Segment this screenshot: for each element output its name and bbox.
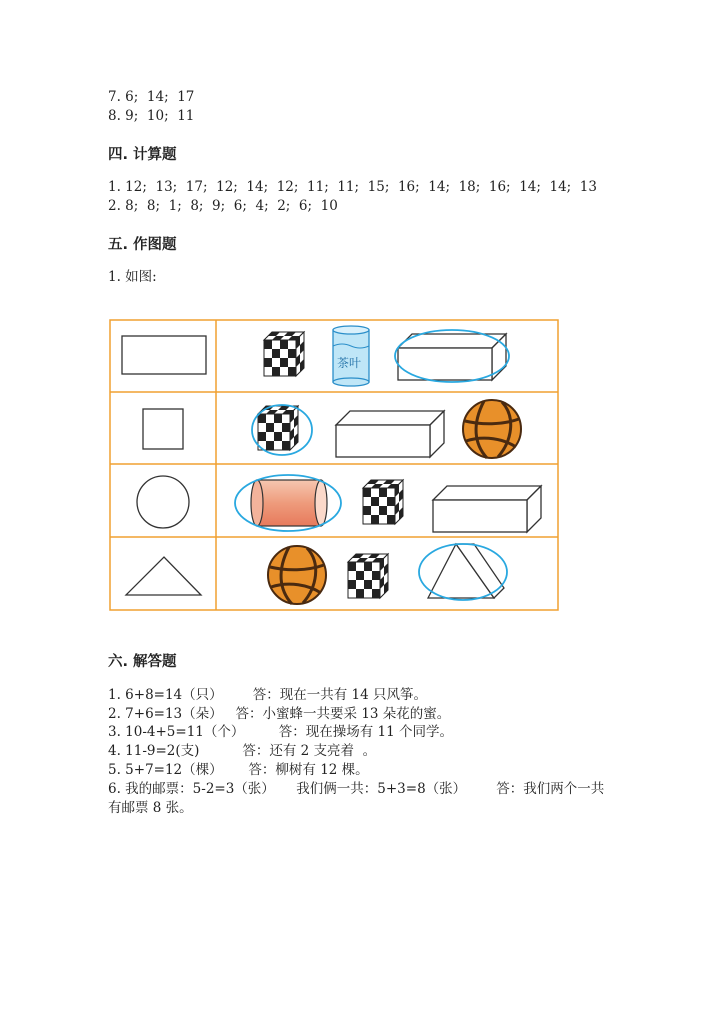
cuboid-box <box>336 411 444 457</box>
basketball <box>268 546 326 604</box>
cuboid-box <box>433 486 541 532</box>
checkered-cube <box>258 406 298 450</box>
calc-line-1: 1. 12; 13; 17; 12; 14; 12; 11; 11; 15; 16; 14; 18; 16; 14; 14; 13 <box>108 179 597 195</box>
answer-line-7: 7. 6; 14; 17 <box>108 89 195 105</box>
checkered-cube <box>264 332 304 376</box>
shapes-figure <box>108 318 560 612</box>
solution-line-2: 2. 7+6=13（朵） 答：小蜜蜂一共要采 13 朵花的蜜。 <box>108 706 451 722</box>
checkered-cube <box>363 480 403 524</box>
solution-line-6-continued: 有邮票 8 张。 <box>108 800 193 816</box>
section-5-heading: 五. 作图题 <box>108 237 177 253</box>
solution-line-6: 6. 我的邮票：5-2=3（张） 我们俩一共：5+3=8（张） 答：我们两个一共 <box>108 781 605 797</box>
cuboid-box <box>398 334 506 380</box>
circle-shape <box>137 476 189 528</box>
drawing-q1-label: 1. 如图: <box>108 269 157 285</box>
solution-line-5: 5. 5+7=12（棵） 答：柳树有 12 棵。 <box>108 762 369 778</box>
tea-can <box>333 326 369 386</box>
solution-line-4: 4. 11-9=2(支) 答：还有 2 支亮着 。 <box>108 743 377 759</box>
triangle-shape <box>126 557 201 595</box>
basketball <box>463 400 521 458</box>
cylinder <box>251 480 327 526</box>
section-4-heading: 四. 计算题 <box>108 147 177 163</box>
solution-line-1: 1. 6+8=14（只） 答：现在一共有 14 只风筝。 <box>108 687 427 703</box>
checkered-cube <box>348 554 388 598</box>
rectangle-shape <box>122 336 206 374</box>
solution-line-3: 3. 10-4+5=11（个） 答：现在操场有 11 个同学。 <box>108 724 453 740</box>
square-shape <box>143 409 183 449</box>
answer-line-8: 8. 9; 10; 11 <box>108 108 195 124</box>
calc-line-2: 2. 8; 8; 1; 8; 9; 6; 4; 2; 6; 10 <box>108 198 338 214</box>
tea-can-label: 茶叶 <box>337 356 362 370</box>
section-6-heading: 六. 解答题 <box>108 654 177 670</box>
